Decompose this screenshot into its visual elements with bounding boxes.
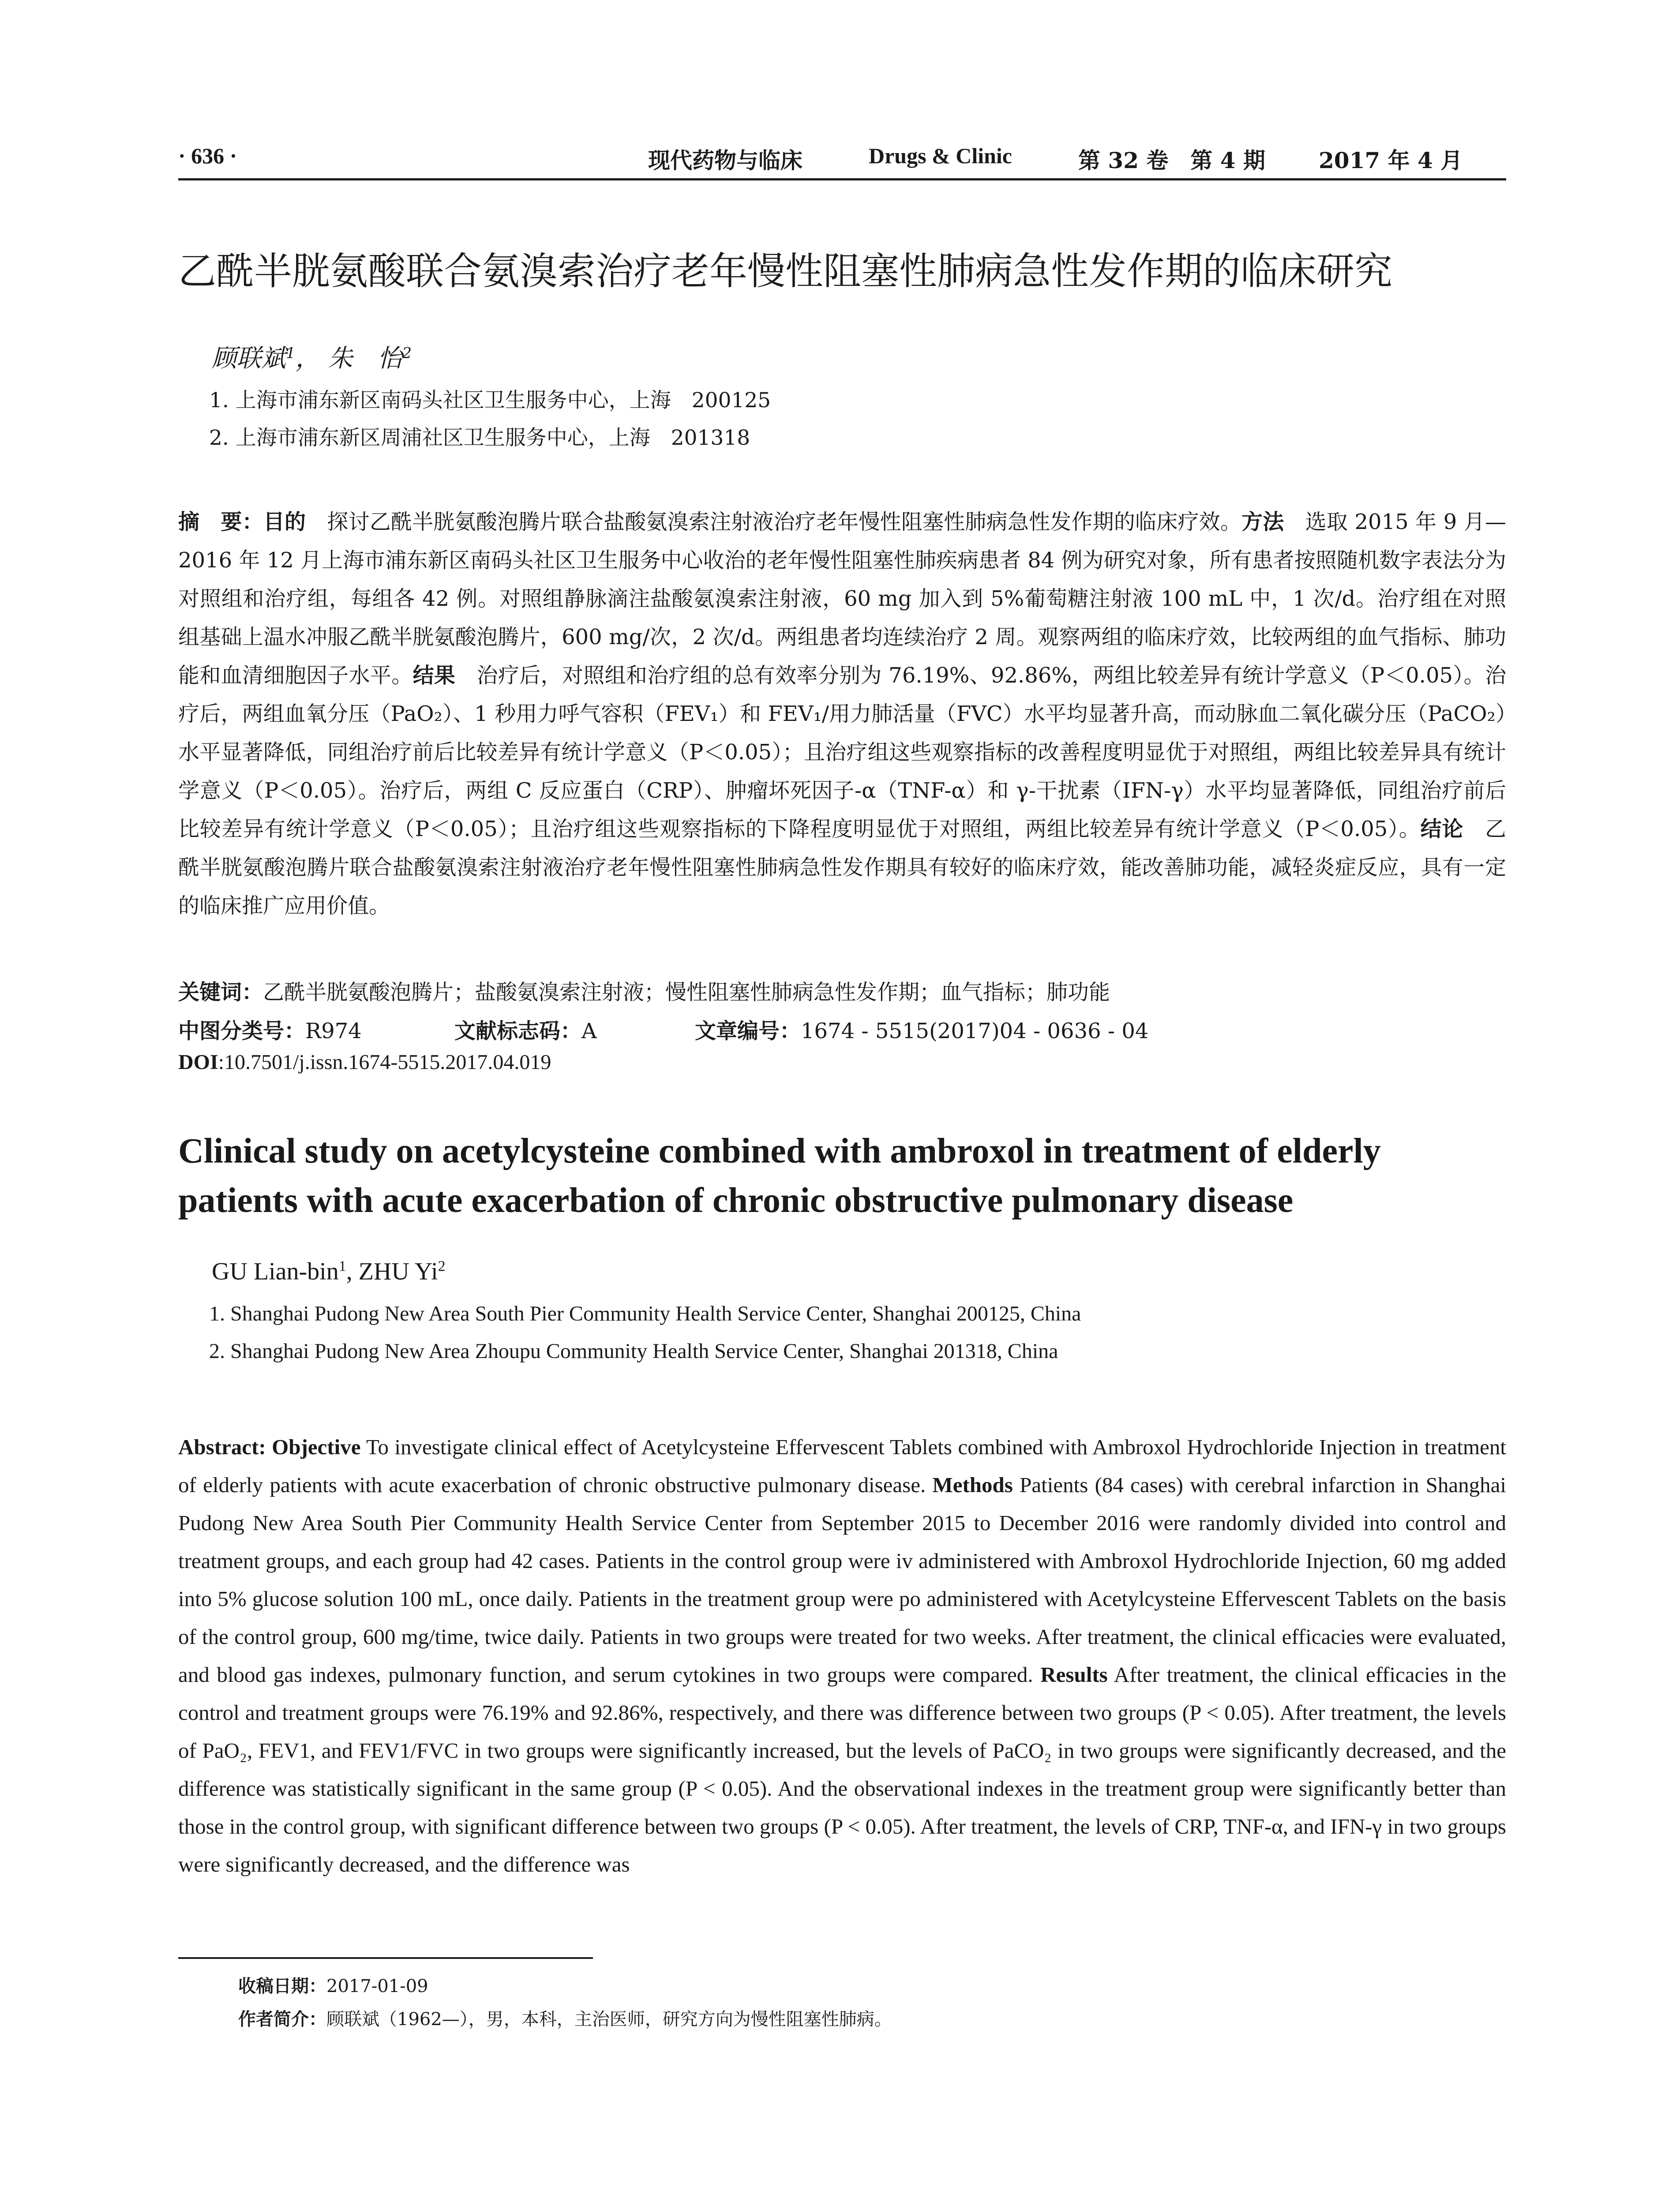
clc-label: 中图分类号： xyxy=(178,1019,306,1043)
received-label: 收稿日期： xyxy=(238,1976,326,1996)
results-text-en: After treatment, the clinical efficacies in the control and treatment groups were 76.19% and 92.86%, respectively, and there was difference between two groups (P < 0.05). After treatment, the levels of PaO₂, FEV1, and FEV1/FVC in two groups were significantly increased, but the levels of PaCO₂ in two groups were significantly decreased, and the difference was statistically significant in the same group (P < 0.05). And the observational indexes in the treatment group were significantly better than those in the control group, with significant difference between two groups (P < 0.05). After treatment, the levels of CRP, TNF-α, and IFN-γ in two groups were significantly decreased, and the difference was xyxy=(178,1662,1506,1876)
affiliation-en-2: 2. Shanghai Pudong New Area Zhoupu Community Health Service Center, Shanghai 201318, China xyxy=(209,1339,1058,1363)
document-code xyxy=(454,1014,597,1044)
abstract-cn xyxy=(178,503,1506,925)
conclusion-label-cn: 结论 xyxy=(1420,817,1464,841)
document-code-label: 文献标志码： xyxy=(454,1019,582,1043)
methods-text-en: Patients (84 cases) with cerebral infarction in Shanghai Pudong New Area South Pier Community Health Service Center from September 2015 to December 2016 were randomly divided into control and treatment groups, and each group had 42 cases. Patients in the control group were iv administered with Ambroxol Hydrochloride Injection, 60 mg added into 5% glucose solution 100 mL, once daily. Patients in the treatment group were po administered with Acetylcysteine Effervescent Tablets on the basis of the control group, 600 mg/time, twice daily. Patients in two groups were treated for two weeks. After treatment, the clinical efficacies were evaluated, and blood gas indexes, pulmonary function, and serum cytokines in two groups were compared. xyxy=(178,1473,1506,1687)
author-bio-label: 作者简介： xyxy=(238,2009,326,2030)
doi-value[interactable]: :10.7501/j.issn.1674-5515.2017.04.019 xyxy=(218,1050,551,1074)
objective-label-cn: 目的 xyxy=(263,510,306,534)
document-code-value: A xyxy=(581,1019,597,1043)
conclusion-text-cn: 乙酰半胱氨酸泡腾片联合盐酸氨溴索注射液治疗老年慢性阻塞性肺病急性发作期具有较好的临床疗效，能改善肺功能，减轻炎症反应，具有一定的临床推广应用价值。 xyxy=(178,817,1506,918)
methods-text-cn: 选取 2015 年 9 月—2016 年 12 月上海市浦东新区南码头社区卫生服务中心收治的老年慢性阻塞性肺疾病患者 84 例为研究对象，所有患者按照随机数字表法分为对照组和治疗组，每组各 42 例。对照组静脉滴注盐酸氨溴索注射液，60 mg 加入到 5%葡萄糖注射液 100 mL 中，1 次/d。治疗组在对照组基础上温水冲服乙酰半胱氨酸泡腾片，600 mg/次，2 次/d。两组患者均连续治疗 2 周。观察两组的临床疗效，比较两组的血气指标、肺功能和血清细胞因子水平。 xyxy=(178,510,1506,688)
article-number xyxy=(695,1014,1148,1044)
objective-text-cn: 探讨乙酰半胱氨酸泡腾片联合盐酸氨溴索注射液治疗老年慢性阻塞性肺病急性发作期的临床疗效。 xyxy=(306,510,1242,534)
author-2-en: ZHU Yi xyxy=(358,1258,438,1285)
author-bio xyxy=(238,2005,892,2030)
author-1-en: GU Lian-bin xyxy=(212,1258,339,1285)
affiliation-cn-1: 1. 上海市浦东新区南码头社区卫生服务中心，上海 200125 xyxy=(209,388,771,413)
clc-value: R974 xyxy=(305,1019,362,1043)
article-number-value: 1674 - 5515(2017)04 - 0636 - 04 xyxy=(801,1019,1149,1043)
running-header xyxy=(178,140,1506,176)
page-number: · 636 · xyxy=(178,143,237,168)
results-text-cn: 治疗后，对照组和治疗组的总有效率分别为 76.19%、92.86%，两组比较差异有统计学意义（P＜0.05）。治疗后，两组血氧分压（PaO₂）、1 秒用力呼气容积（FEV₁）和 FEV₁/用力肺活量（FVC）水平均显著升高，而动脉血二氧化碳分压（PaCO₂）水平显著降低，同组治疗前后比较差异有统计学意义（P＜0.05）；且治疗组这些观察指标的改善程度明显优于对照组，两组比较差异具有统计学意义（P＜0.05）。治疗后，两组 C 反应蛋白（CRP）、肿瘤坏死因子-α（TNF-α）和 γ-干扰素（IFN-γ）水平均显著降低，同组治疗前后比较差异有统计学意义（P＜0.05）；且治疗组这些观察指标的下降程度明显优于对照组，两组比较差异有统计学意义（P＜0.05）。 xyxy=(178,663,1506,841)
footnote-rule xyxy=(178,1957,593,1959)
keywords-cn xyxy=(178,975,1110,1005)
received-date xyxy=(238,1972,428,1997)
methods-label-en: Methods xyxy=(932,1473,1013,1497)
received-value: 2017-01-09 xyxy=(326,1976,428,1996)
author-2-affil-mark: 2 xyxy=(402,344,412,362)
issue-date: 2017 年 4 月 xyxy=(1319,147,1463,173)
header-rule xyxy=(178,178,1506,180)
author-separator-en: , xyxy=(346,1258,359,1285)
journal-name-en: Drugs & Clinic xyxy=(869,143,1012,168)
objective-label-en: Objective xyxy=(272,1435,361,1459)
author-2-cn: 朱 怡 xyxy=(328,344,402,373)
objective-text-en: To investigate clinical effect of Acetylcysteine Effervescent Tablets combined with Ambroxol Hydrochloride Injection in treatment of elderly patients with acute exacerbation of chronic obstructive pulmonary disease. xyxy=(178,1435,1507,1497)
affiliation-cn-2: 2. 上海市浦东新区周浦社区卫生服务中心，上海 201318 xyxy=(209,426,750,450)
results-label-cn: 结果 xyxy=(412,663,456,688)
abstract-cn-label: 摘 要： xyxy=(178,510,263,534)
doi-label: DOI xyxy=(178,1050,218,1074)
article-number-label: 文章编号： xyxy=(695,1019,801,1043)
clc-number xyxy=(178,1014,362,1044)
journal-name-cn: 现代药物与临床 xyxy=(648,147,802,173)
abstract-en xyxy=(178,1428,1506,1883)
doi-line[interactable] xyxy=(178,1050,551,1074)
author-2-affil-mark-en: 2 xyxy=(438,1258,446,1275)
authors-en xyxy=(212,1257,446,1286)
title-en: Clinical study on acetylcysteine combined with ambroxol in treatment of elderly patients with acute exacerbation of chronic obstructive pulmonary disease xyxy=(178,1132,1381,1220)
author-bio-text: 顾联斌（1962—），男，本科，主治医师，研究方向为慢性阻塞性肺病。 xyxy=(326,2009,892,2030)
title-cn: 乙酰半胱氨酸联合氨溴索治疗老年慢性阻塞性肺病急性发作期的临床研究 xyxy=(178,249,1392,293)
abstract-en-label: Abstract: xyxy=(178,1435,272,1459)
keywords-text-cn: 乙酰半胱氨酸泡腾片；盐酸氨溴索注射液；慢性阻塞性肺病急性发作期；血气指标；肺功能 xyxy=(263,980,1110,1005)
affiliation-en-1: 1. Shanghai Pudong New Area South Pier Community Health Service Center, Shanghai 200125, China xyxy=(209,1302,1081,1325)
authors-cn xyxy=(212,339,412,374)
author-separator: ， xyxy=(295,344,320,373)
methods-label-cn: 方法 xyxy=(1241,510,1284,534)
author-1-cn: 顾联斌 xyxy=(212,344,286,373)
author-1-affil-mark-en: 1 xyxy=(338,1258,346,1275)
volume-issue: 第 32 卷 第 4 期 xyxy=(1078,147,1265,173)
keywords-label-cn: 关键词： xyxy=(178,980,263,1005)
results-label-en: Results xyxy=(1040,1662,1108,1687)
author-1-affil-mark: 1 xyxy=(286,344,296,362)
